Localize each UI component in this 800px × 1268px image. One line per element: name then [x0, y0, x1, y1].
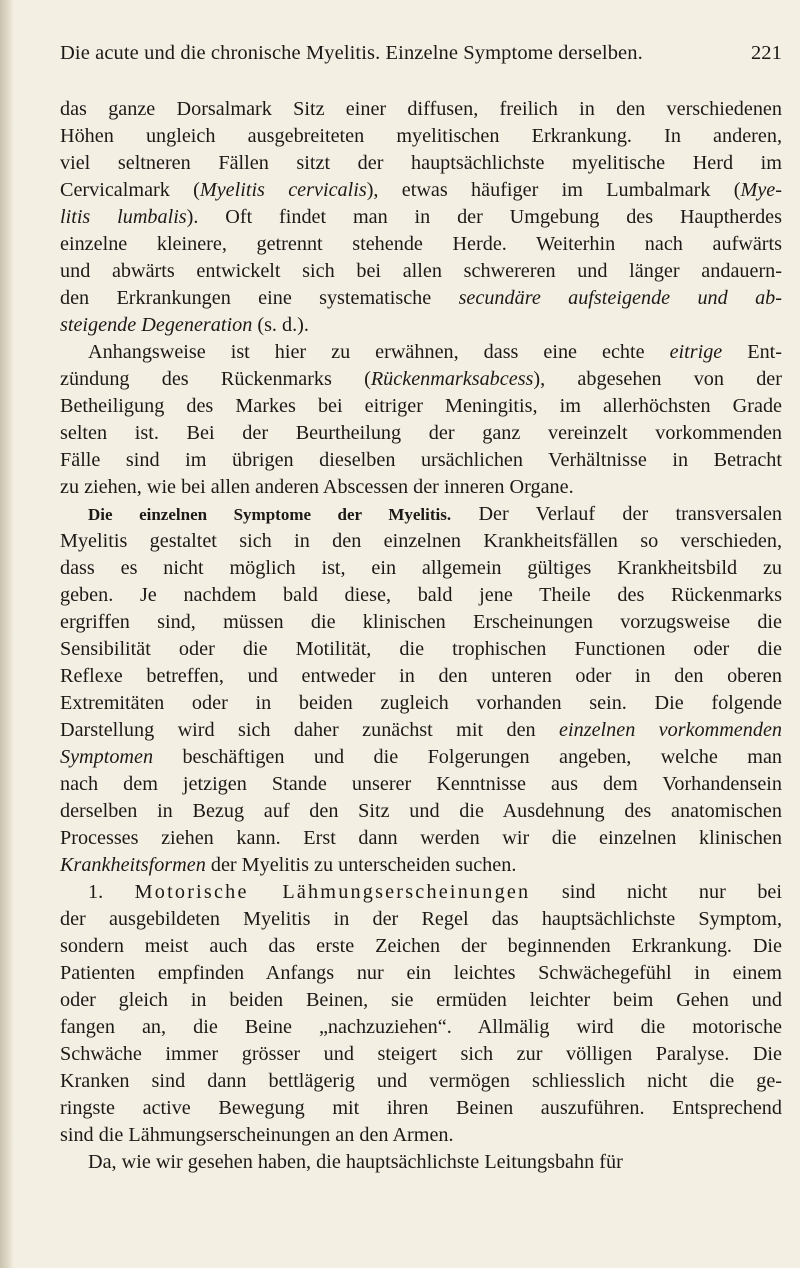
emphasis-term: litis lumbalis	[60, 206, 187, 228]
running-head-title: Die acute und die chronische Myelitis. Einzelne Symptome derselben.	[60, 42, 643, 64]
text-line	[60, 744, 782, 771]
text-run: Ent-	[722, 341, 782, 363]
emphasis-term: eitrige	[669, 341, 723, 363]
text-line: Myelitis gestaltet sich in den einzelnen Krankheitsfällen so verschieden,	[60, 530, 782, 552]
text-line: Schwäche immer grösser und steigert sich zur völligen Paralyse. Die	[60, 1043, 782, 1065]
text-run: (s. d.).	[252, 314, 309, 336]
text-line: ergriffen sind, müssen die klinischen Erscheinungen vorzugsweise die	[60, 611, 782, 633]
text-line: Reflexe betreffen, und entweder in den unteren oder in den oberen	[60, 665, 782, 687]
text-line: sondern meist auch das erste Zeichen der beginnenden Erkrankung. Die	[60, 935, 782, 957]
text-run: ), etwas häufiger im Lumbalmark (	[366, 179, 741, 201]
text-line: der ausgebildeten Myelitis in der Regel das hauptsächlichste Symptom,	[60, 908, 782, 930]
text-line: sind die Lähmungserscheinungen an den Armen.	[60, 1124, 454, 1146]
body-text	[60, 96, 782, 1176]
text-run: zündung des Rückenmarks (	[60, 368, 371, 390]
text-run: beschäftigen und die Folgerungen angeben, welche man	[153, 746, 782, 768]
text-line	[60, 312, 782, 339]
text-line: Fälle sind im übrigen dieselben ursächlichen Verhältnisse in Betracht	[60, 449, 782, 471]
text-line: und abwärts entwickelt sich bei allen schwereren und länger andauern-	[60, 260, 782, 282]
text-run: ). Oft findet man in der Umgebung des Hauptherdes	[186, 206, 782, 228]
text-line: derselben in Bezug auf den Sitz und die Ausdehnung des anatomischen	[60, 800, 782, 822]
text-line: Processes ziehen kann. Erst dann werden wir die einzelnen klinischen	[60, 827, 782, 849]
text-line: Patienten empfinden Anfangs nur ein leichtes Schwächegefühl in einem	[60, 962, 782, 984]
text-line	[60, 339, 782, 366]
section-heading: Die einzelnen Symptome der Myelitis.	[88, 505, 452, 524]
text-run: ), abgesehen von der	[533, 368, 782, 390]
text-line: geben. Je nachdem bald diese, bald jene Theile des Rückenmarks	[60, 584, 782, 606]
text-line: Da, wie wir gesehen haben, die hauptsächlichste Leitungsbahn für	[88, 1151, 623, 1173]
text-line: Höhen ungleich ausgebreiteten myelitischen Erkrankung. In anderen,	[60, 125, 782, 147]
text-line: Sensibilität oder die Motilität, die trophischen Functionen oder die	[60, 638, 782, 660]
text-run: den Erkrankungen eine systematische	[60, 287, 459, 309]
running-head	[60, 42, 782, 65]
text-line	[60, 285, 782, 312]
text-line: nach dem jetzigen Stande unserer Kenntnisse aus dem Vorhandensein	[60, 773, 782, 795]
emphasis-term: secundäre aufsteigende und ab-	[458, 287, 782, 309]
text-line	[60, 366, 782, 393]
text-line: Extremitäten oder in beiden zugleich vorhanden sein. Die folgende	[60, 692, 782, 714]
text-line: fangen an, die Beine „nachzuziehen“. Allmälig wird die motorische	[60, 1016, 782, 1038]
text-run: Anhangsweise ist hier zu erwähnen, dass eine echte	[88, 341, 670, 363]
text-line	[60, 501, 782, 528]
text-line	[60, 717, 782, 744]
emphasis-term: Myelitis cervicalis	[199, 179, 367, 201]
text-line: zu ziehen, wie bei allen anderen Abscessen der inneren Organe.	[60, 476, 574, 498]
emphasis-term: Rückenmarksabcess	[370, 368, 534, 390]
text-line: selten ist. Bei der Beurtheilung der ganz vereinzelt vorkommenden	[60, 422, 782, 444]
emphasis-term: Symptomen	[60, 746, 154, 768]
text-line: Betheiligung des Markes bei eitriger Meningitis, im allerhöchsten Grade	[60, 395, 782, 417]
text-line: viel seltneren Fällen sitzt der hauptsächlichste myelitische Herd im	[60, 152, 782, 174]
emphasis-term: Mye-	[740, 179, 782, 201]
text-line	[60, 879, 782, 906]
text-line	[60, 204, 782, 231]
emphasis-term: einzelnen vorkommenden	[559, 719, 783, 741]
text-line: Kranken sind dann bettlägerig und vermögen schliesslich nicht die ge-	[60, 1070, 782, 1092]
emphasis-term: steigende Degeneration	[60, 314, 253, 336]
text-line: oder gleich in beiden Beinen, sie ermüden leichter beim Gehen und	[60, 989, 782, 1011]
text-run: 1.	[88, 881, 135, 903]
spaced-term: Motorische Lähmungserscheinungen	[134, 881, 531, 903]
text-line: ringste active Bewegung mit ihren Beinen auszuführen. Entsprechend	[60, 1097, 782, 1119]
text-run: sind nicht nur bei	[530, 881, 782, 903]
text-line: einzelne kleinere, getrennt stehende Herde. Weiterhin nach aufwärts	[60, 233, 782, 255]
text-run: der Myelitis zu unterscheiden suchen.	[205, 854, 517, 876]
page-number: 221	[750, 42, 782, 64]
text-line: dass es nicht möglich ist, ein allgemein gültiges Krankheitsbild zu	[60, 557, 782, 579]
binding-shadow	[0, 0, 14, 1268]
text-run: Darstellung wird sich daher zunächst mit den	[60, 719, 560, 741]
text-run: Der Verlauf der transversalen	[451, 503, 782, 525]
emphasis-term: Krankheitsformen	[60, 854, 206, 876]
text-line	[60, 177, 782, 204]
text-line: das ganze Dorsalmark Sitz einer diffusen, freilich in den verschiedenen	[60, 98, 782, 120]
text-run: Cervicalmark (	[60, 179, 200, 201]
text-line	[60, 852, 782, 879]
